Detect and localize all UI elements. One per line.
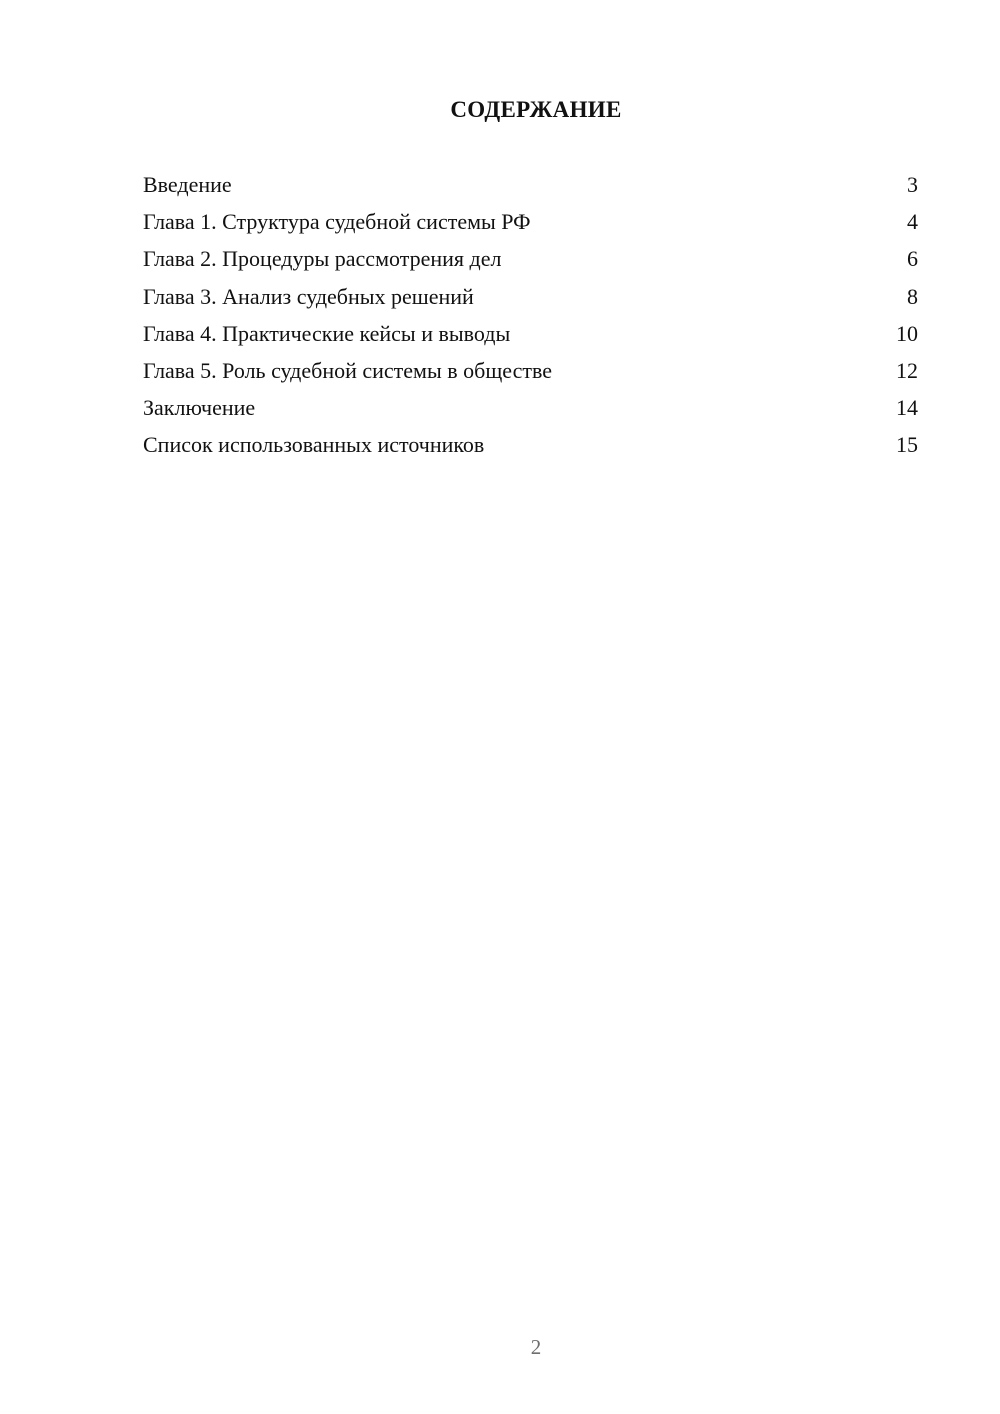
toc-entry-label: Список использованных источников (143, 432, 485, 458)
toc-entry-introduction (143, 166, 918, 203)
toc-entry-label: Глава 1. Структура судебной системы РФ (143, 209, 531, 235)
toc-entry-references (143, 426, 918, 463)
toc-entry-label: Глава 3. Анализ судебных решений (143, 283, 474, 309)
toc-entry-label: Глава 5. Роль судебной системы в обществе (143, 357, 552, 383)
toc-entry-page: 6 (907, 246, 918, 272)
toc-entry-page: 4 (907, 209, 918, 235)
table-of-contents (143, 166, 918, 464)
toc-entry-chapter-5 (143, 352, 918, 389)
toc-entry-chapter-4 (143, 315, 918, 352)
page-number: 2 (530, 1335, 542, 1359)
toc-entry-chapter-1 (143, 203, 918, 240)
toc-entry-page: 10 (896, 320, 918, 346)
toc-entry-label: Введение (143, 172, 232, 197)
toc-entry-page: 15 (896, 432, 918, 458)
toc-entry-page: 14 (896, 395, 918, 421)
toc-entry-page: 12 (896, 357, 918, 383)
toc-entry-page: 8 (907, 283, 918, 309)
toc-entry-chapter-2 (143, 240, 918, 277)
page-title: СОДЕРЖАНИЕ (450, 97, 622, 122)
toc-entry-page: 3 (907, 172, 918, 197)
toc-entry-label: Глава 2. Процедуры рассмотрения дел (143, 246, 502, 272)
toc-entry-label: Глава 4. Практические кейсы и выводы (143, 320, 511, 346)
toc-entry-chapter-3 (143, 278, 918, 315)
toc-entry-label: Заключение (143, 395, 256, 421)
toc-entry-conclusion (143, 389, 918, 426)
